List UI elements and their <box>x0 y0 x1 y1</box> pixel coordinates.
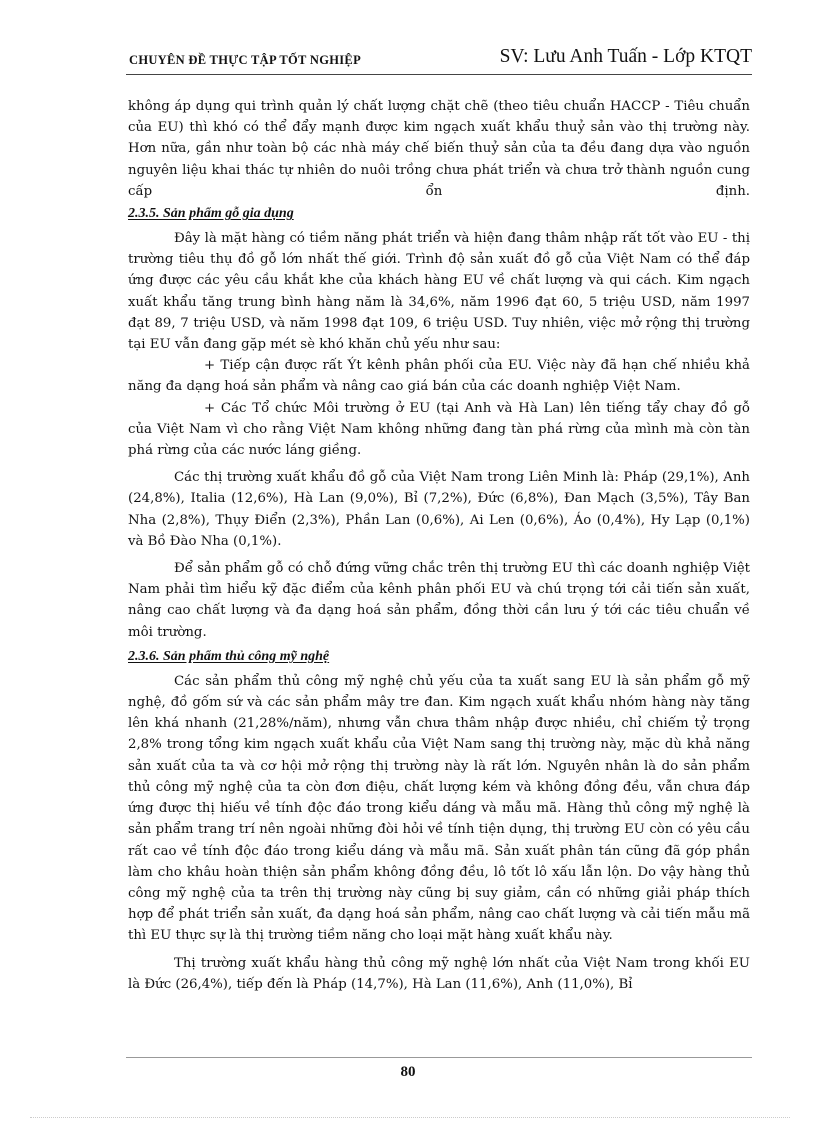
paragraph-wood-point-2: + Các Tổ chức Môi trường ở EU (tại Anh và Hà Lan) lên tiếng tẩy chay đồ gỗ của Việt Nam vì cho rằng Việt Nam không những đang tàn phá rừng của mình mà còn tàn phá rừng của các nước láng giềng. <box>128 400 750 459</box>
paragraph-seafood-end: không áp dụng qui trình quản lý chất lượng chặt chẽ (theo tiêu chuẩn HACCP - Tiêu chuẩn của EU) thì khó có thể đẩy mạnh được kim ngạch xuất khẩu thuỷ sản vào thị trường này. Hơn nữa, gần như toàn bộ các nhà máy chế biến thuỷ sản của ta đều đang dựa vào nguồn nguyên liệu khai thác tự nhiên do nuôi trồng chưa phát triển và chưa trở thành nguồn cung cấp ổn định. <box>128 99 750 199</box>
paragraph-wood-recommendation: Để sản phẩm gỗ có chỗ đứng vững chắc trên thị trường EU thì các doanh nghiệp Việt Nam phải tìm hiểu kỹ đặc điểm của kênh phân phối EU và chú trọng tới cải tiến sản xuất, nâng cao chất lượng và đa dạng hoá sản phẩm, đồng thời cần lưu ý tới các tiêu chuẩn về môi trường. <box>128 561 750 640</box>
paragraph-handicraft-intro: Các sản phẩm thủ công mỹ nghệ chủ yếu của ta xuất sang EU là sản phẩm gỗ mỹ nghệ, đồ gốm sứ và các sản phẩm mây tre đan. Kim ngạch xuất khẩu nhóm hàng này tăng lên khá nhanh (21,28%/năm), nhưng vẫn chưa thâm nhập được nhiều, chỉ chiếm tỷ trọng 2,8% trong tổng kim ngạch xuất khẩu của Việt Nam sang thị trường này, mặc dù khả năng sản xuất của ta và cơ hội mở rộng thị trường này là rất lớn. Nguyên nhân là do sản phẩm thủ công mỹ nghệ của ta còn đơn điệu, chất lượng kém và không đồng đều, vẫn chưa đáp ứng được thị hiếu về tính độc đáo trong kiểu dáng và mẫu mã. Hàng thủ công mỹ nghệ là sản phẩm trang trí nên ngoài những đòi hỏi về tính tiện dụng, thị trường EU còn có yêu cầu rất cao về tính độc đáo trong kiểu dáng và mẫu mã. Sản xuất phân tán cũng đã góp phần làm cho khâu hoàn thiện sản phẩm không đồng đều, lô tốt lô xấu lẫn lộn. Do vậy hàng thủ công mỹ nghệ của ta trên thị trường này cũng bị suy giảm, cần có những giải pháp thích hợp để phát triển sản xuất, đa dạng hoá sản phẩm, nâng cao chất lượng và cải tiến mẫu mã thì EU thực sự là thị trường tiềm năng cho loại mặt hàng xuất khẩu này. <box>128 673 750 944</box>
page-bottom-border <box>30 1117 790 1118</box>
paragraph-wood-markets: Các thị trường xuất khẩu đồ gỗ của Việt Nam trong Liên Minh là: Pháp (29,1%), Anh (24,8%), Italia (12,6%), Hà Lan (9,0%), Bỉ (7,2%), Đức (6,8%), Đan Mạch (3,5%), Tây Ban Nha (2,8%), Thụy Điển (2,3%), Phần Lan (0,6%), Ai Len (0,6%), Áo (0,4%), Hy Lạp (0,1%) và Bồ Đào Nha (0,1%). <box>128 470 750 549</box>
section-heading-text: 2.3.5. Sản phẩm gỗ gia dụng <box>128 206 294 222</box>
section-heading-2-3-5 <box>128 204 750 224</box>
page-number: 80 <box>400 1064 416 1080</box>
header-rule <box>126 74 752 75</box>
page-header <box>126 44 752 74</box>
header-author: SV: Lưu Anh Tuấn - Lớp KTQT <box>499 46 752 67</box>
paragraph-wood-intro: Đây là mặt hàng có tiềm năng phát triển và hiện đang thâm nhập rất tốt vào EU - thị trường tiêu thụ đồ gỗ lớn nhất thế giới. Trình độ sản xuất đồ gỗ của Việt Nam có thể đáp ứng được các yêu cầu khắt khe của khách hàng EU về chất lượng và qui cách. Kim ngạch xuất khẩu tăng trung bình hàng năm là 34,6%, năm 1996 đạt 60, 5 triệu USD, năm 1997 đạt 89, 7 triệu USD, và năm 1998 đạt 109, 6 triệu USD. Tuy nhiên, việc mở rộng thị trường tại EU vẫn đang gặp mét sè khó khăn chủ yếu như sau: <box>128 231 750 353</box>
footer-rule <box>126 1057 752 1058</box>
section-heading-2-3-6 <box>128 647 750 667</box>
paragraph-wood-point-1: + Tiếp cận được rất Ýt kênh phân phối của EU. Việc này đã hạn chế nhiều khả năng đa dạng hoá sản phẩm và nâng cao giá bán của các doanh nghiệp Việt Nam. <box>128 358 750 395</box>
paragraph-handicraft-markets: Thị trường xuất khẩu hàng thủ công mỹ nghệ lớn nhất của Việt Nam trong khối EU là Đức (26,4%), tiếp đến là Pháp (14,7%), Hà Lan (11,6%), Anh (11,0%), Bỉ <box>128 955 750 992</box>
header-title: CHUYÊN ĐỀ THỰC TẬP TỐT NGHIỆP <box>129 53 362 67</box>
document-body <box>128 96 750 995</box>
section-heading-text: 2.3.6. Sản phẩm thủ công mỹ nghệ <box>128 648 330 664</box>
